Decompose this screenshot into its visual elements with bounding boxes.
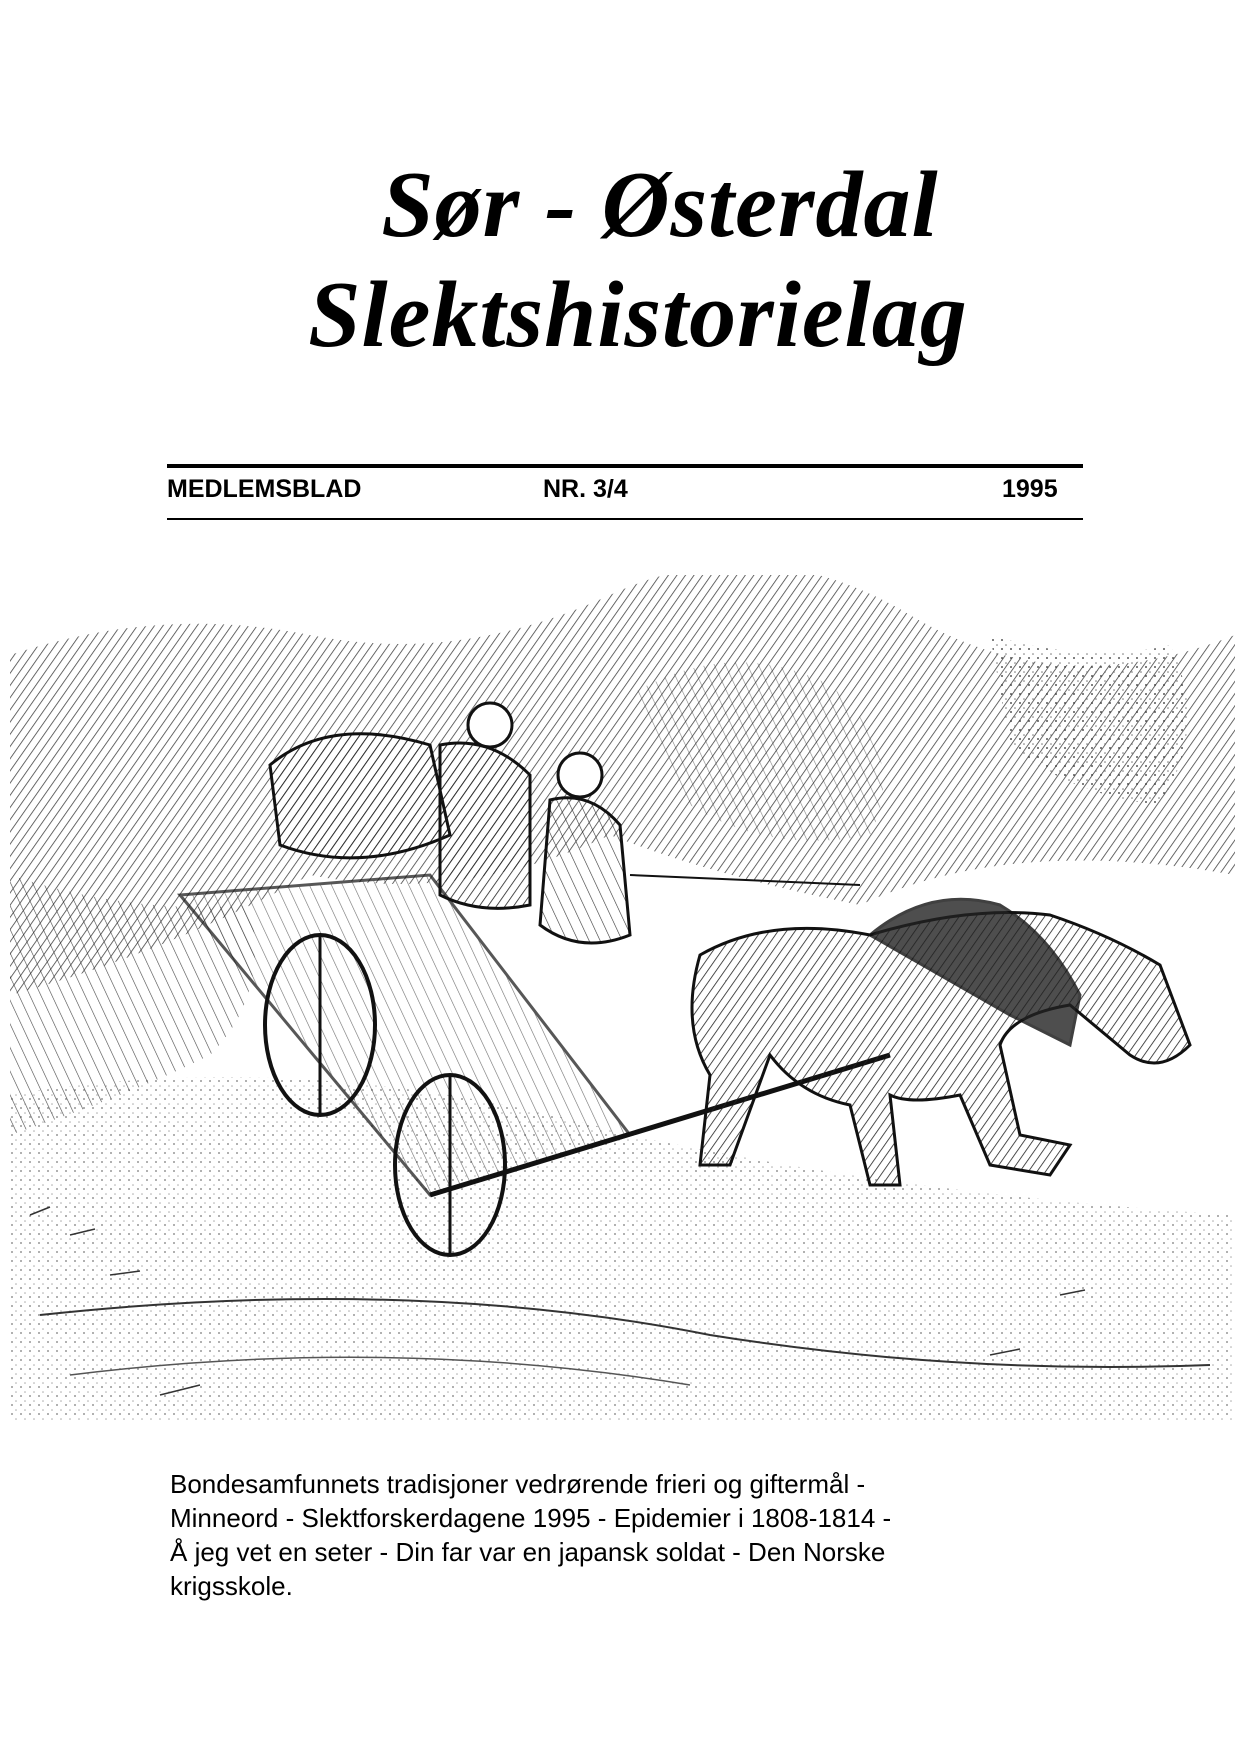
top-divider — [167, 464, 1083, 468]
issue-number: NR. 3/4 — [543, 475, 628, 503]
masthead-line-2: Slektshistorielag — [308, 263, 968, 367]
contents-line-3: Å jeg vet en seter - Din far var en japansk soldat - Den Norske — [170, 1537, 886, 1567]
contents-line-2: Minneord - Slektforskerdagene 1995 - Epidemier i 1808-1814 - — [170, 1503, 892, 1533]
masthead-line-1: Sør - Østerdal — [381, 153, 939, 257]
contents-line-4: krigsskole. — [170, 1571, 293, 1601]
horse-cart-illustration — [10, 575, 1235, 1420]
bottom-divider — [167, 518, 1083, 520]
horses — [692, 899, 1190, 1185]
publication-label: MEDLEMSBLAD — [167, 475, 362, 503]
contents-line-1: Bondesamfunnets tradisjoner vedrørende frieri og giftermål - — [170, 1469, 866, 1499]
issue-year: 1995 — [1002, 475, 1058, 503]
contents-summary — [170, 1467, 1060, 1603]
